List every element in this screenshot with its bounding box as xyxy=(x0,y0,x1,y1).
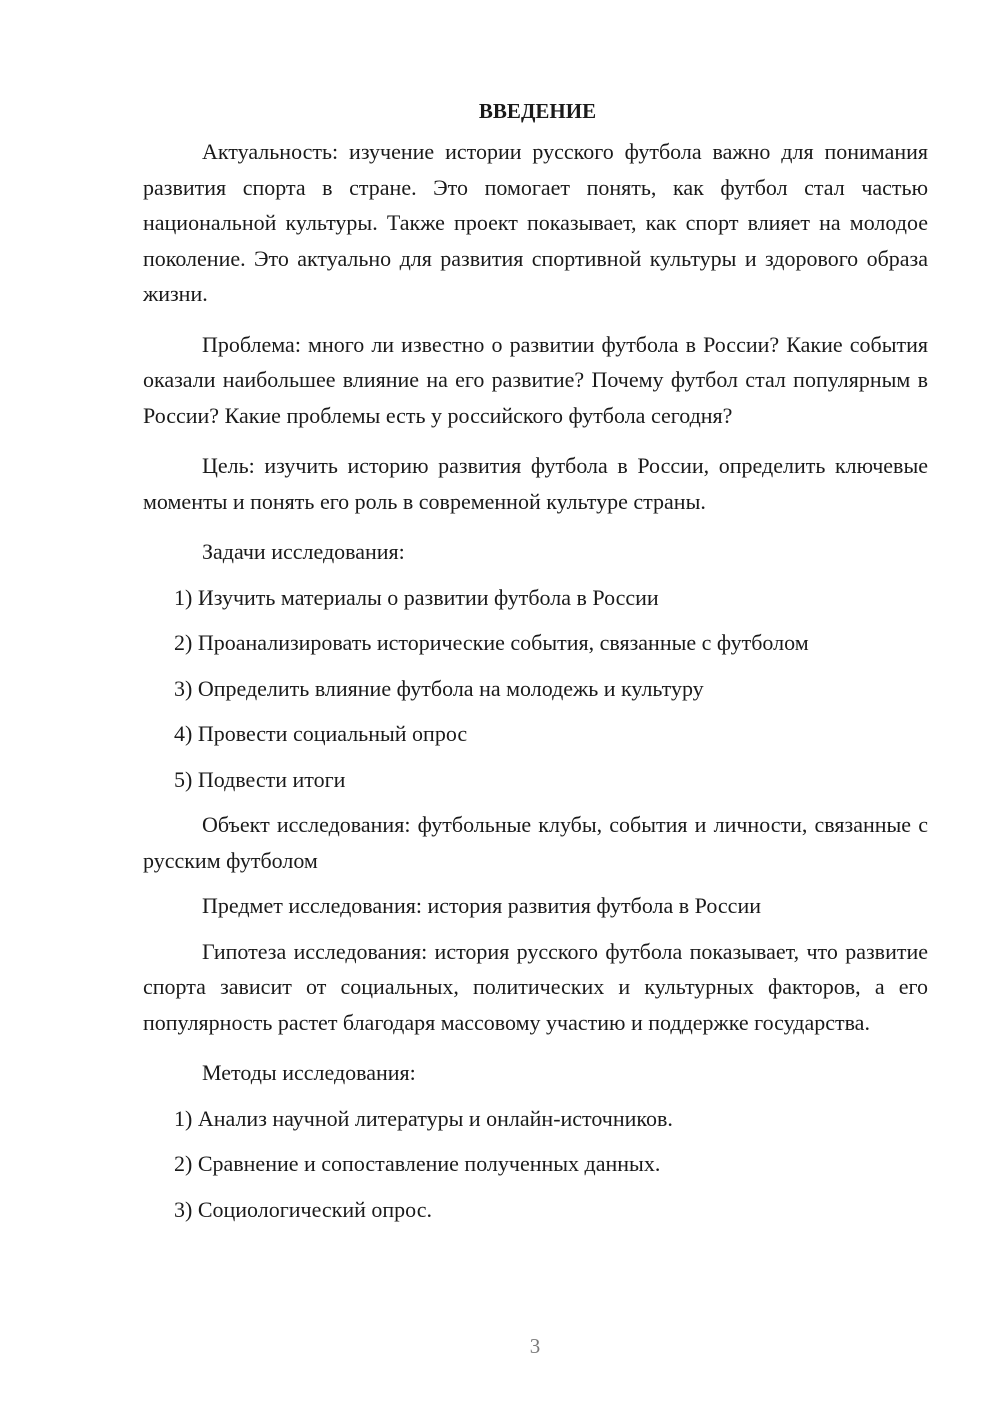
list-item: 2) Сравнение и сопоставление полученных данных. xyxy=(174,1151,661,1176)
methods-list xyxy=(143,1101,928,1228)
actuality-paragraph: Актуальность: изучение истории русского футбола важно для понимания развития спорта в стране. Это помогает понять, как футбол стал частью национальной культуры. Также проект показывает, как спорт влияет на молодое поколение. Это актуально для развития спортивной культуры и здорового образа жизни. xyxy=(143,139,928,306)
list-item: 3) Социологический опрос. xyxy=(174,1196,432,1222)
list-item: 4) Провести социальный опрос xyxy=(174,721,468,746)
methods-heading: Методы исследования: xyxy=(202,1060,416,1085)
list-item: 5) Подвести итоги xyxy=(174,766,346,792)
goal-paragraph: Цель: изучить историю развития футбола в России, определить ключевые моменты и понять его роль в современной культуре страны. xyxy=(143,453,928,514)
list-item: 1) Изучить материалы о развитии футбола в России xyxy=(174,584,659,610)
page-number: 3 xyxy=(529,1334,541,1358)
tasks-list xyxy=(143,580,928,798)
list-item: 2) Проанализировать исторические события, связанные с футболом xyxy=(174,630,809,655)
list-item: 1) Анализ научной литературы и онлайн-источников. xyxy=(174,1105,673,1131)
tasks-heading: Задачи исследования: xyxy=(202,539,405,564)
hypothesis-paragraph: Гипотеза исследования: история русского футбола показывает, что развитие спорта зависит от социальных, политических и культурных факторов, а его популярность растет благодаря массовому участию и поддержке государства. xyxy=(143,938,928,1035)
list-item: 3) Определить влияние футбола на молодежь и культуру xyxy=(174,675,704,701)
object-paragraph: Объект исследования: футбольные клубы, события и личности, связанные с русским футболом xyxy=(143,812,928,873)
problem-paragraph: Проблема: много ли известно о развитии футбола в России? Какие события оказали наибольшее влияние на его развитие? Почему футбол стал популярным в России? Какие проблемы есть у российского футбола сегодня? xyxy=(143,331,928,428)
subject-paragraph: Предмет исследования: история развития футбола в России xyxy=(202,893,761,918)
page-title: ВВЕДЕНИЕ xyxy=(478,99,597,123)
document-page xyxy=(143,96,928,1227)
